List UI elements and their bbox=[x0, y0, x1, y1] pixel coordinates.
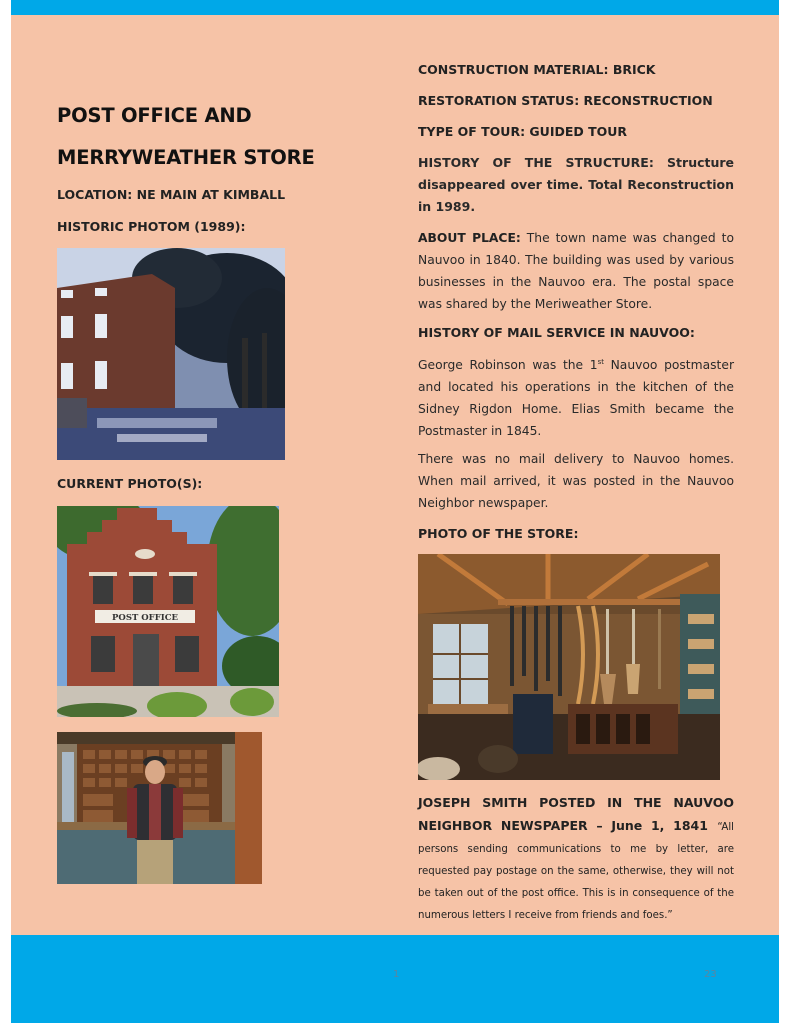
store-interior-photo bbox=[418, 554, 720, 780]
mail-history-paragraph-2: There was no mail delivery to Nauvoo homes. When mail arrived, it was posted in the Nauvoo Neighbor newspaper. bbox=[418, 452, 734, 510]
tour-type: TYPE OF TOUR: GUIDED TOUR bbox=[418, 124, 628, 139]
mail-history-label: HISTORY OF MAIL SERVICE IN NAUVOO: bbox=[418, 325, 695, 340]
page-number: 1 bbox=[393, 969, 400, 980]
store-interior-image bbox=[418, 554, 720, 780]
restoration-status: RESTORATION STATUS: RECONSTRUCTION bbox=[418, 93, 713, 108]
history-of-structure bbox=[418, 152, 734, 218]
construction-material: CONSTRUCTION MATERIAL: BRICK bbox=[418, 62, 656, 77]
current-photo-label: CURRENT PHOTO(S): bbox=[57, 476, 203, 491]
historic-photo-label: HISTORIC PHOTOM (1989): bbox=[57, 219, 246, 234]
historic-photo-image bbox=[57, 248, 285, 460]
quote-body: “All persons sending communications to me by letter, are requested pay postage on the same, otherwise, they will not be taken out of the post office. This is in consequence of the numerous letters I receive from friends and foes.” bbox=[418, 822, 734, 921]
quote-heading: JOSEPH SMITH POSTED IN THE NAUVOO NEIGHBOR NEWSPAPER – June 1, 1841 bbox=[418, 795, 734, 833]
page-title-line-1: POST OFFICE AND bbox=[57, 104, 252, 127]
post-office-sign-text: POST OFFICE bbox=[112, 613, 178, 623]
about-place bbox=[418, 227, 734, 315]
joseph-smith-quote bbox=[418, 791, 734, 925]
top-color-bar bbox=[11, 0, 779, 15]
mail-para1-after: Nauvoo postmaster and located his operations in the kitchen of the Sidney Rigdon Home. Elias Smith became the Postmaster in 1845. bbox=[418, 358, 734, 439]
location-label: LOCATION: NE MAIN AT KIMBALL bbox=[57, 187, 286, 202]
store-photo-label: PHOTO OF THE STORE: bbox=[418, 526, 579, 541]
current-photo-exterior bbox=[57, 506, 279, 717]
mail-history-paragraph-1 bbox=[418, 351, 734, 442]
about-place-text: The town name was changed to Nauvoo in 1840. The building was used by various businesses in the Nauvoo era. The postal space was shared by the Meriweather Store. bbox=[418, 231, 734, 311]
total-pages: 23 bbox=[704, 969, 717, 980]
current-photo-interior bbox=[57, 732, 262, 884]
post-office-interior-image bbox=[57, 732, 262, 884]
mail-para1-sup: st bbox=[597, 358, 604, 366]
historic-photo bbox=[57, 248, 285, 460]
mail-para1-before: George Robinson was the 1 bbox=[418, 358, 598, 373]
history-structure-text: Structure disappeared over time. Total Reconstruction in 1989. bbox=[418, 155, 735, 214]
about-place-label: ABOUT PLACE: bbox=[418, 231, 521, 245]
history-structure-label: HISTORY OF THE STRUCTURE: bbox=[418, 155, 654, 170]
page-title-line-2: MERRYWEATHER STORE bbox=[57, 146, 315, 169]
post-office-exterior-image bbox=[57, 506, 279, 717]
